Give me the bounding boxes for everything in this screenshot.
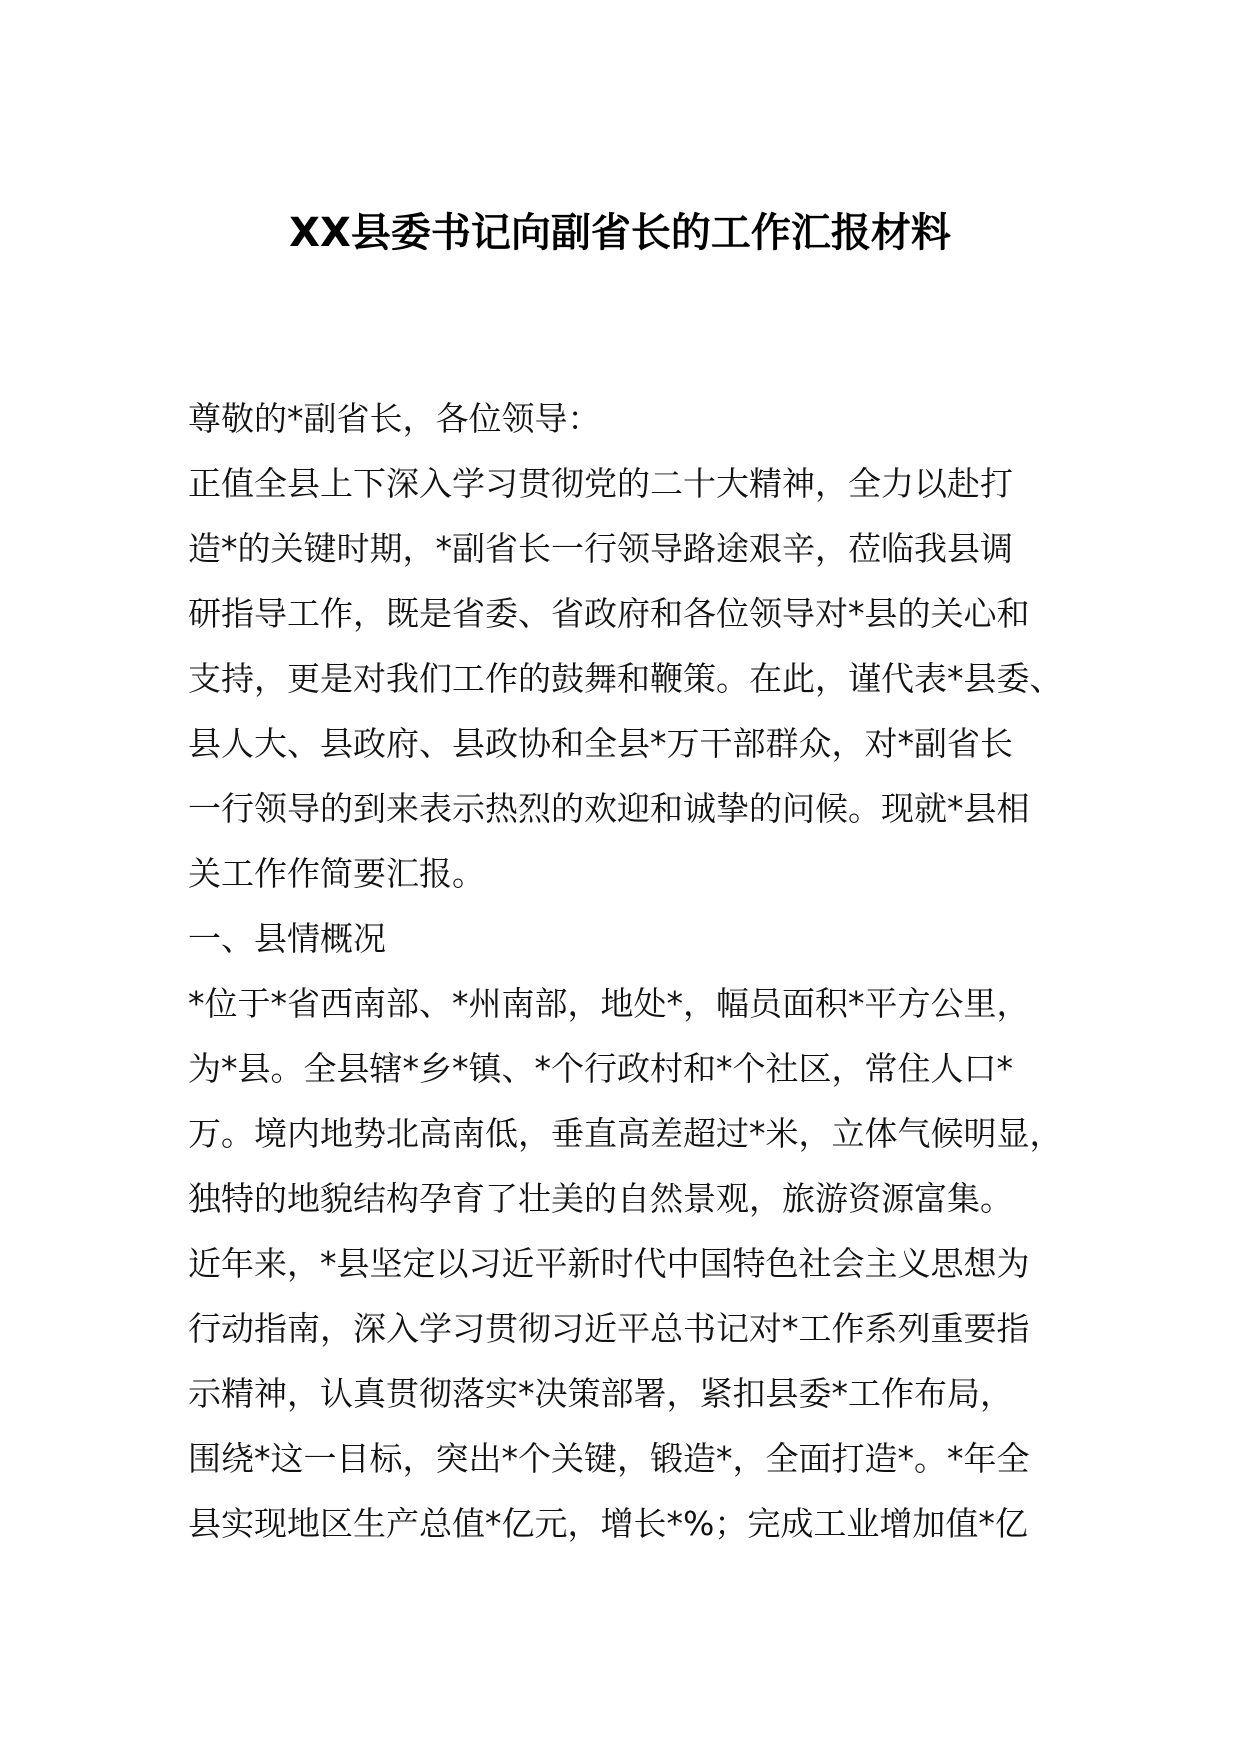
paragraph-line: 独特的地貌结构孕育了壮美的自然景观，旅游资源富集。 (188, 1179, 1013, 1218)
paragraph-line: 造*的关键时期，*副省长一行领导路途艰辛，莅临我县调 (188, 529, 1013, 568)
section-heading: 一、县情概况 (188, 919, 386, 958)
paragraph-line: *位于*省西南部、*州南部，地处*，幅员面积*平方公里， (188, 984, 1030, 1023)
paragraph-line: 万。境内地势北高南低，垂直高差超过*米，立体气候明显， (188, 1114, 1063, 1153)
paragraph-line: 正值全县上下深入学习贯彻党的二十大精神，全力以赴打 (188, 464, 1013, 503)
paragraph-line: 为*县。全县辖*乡*镇、*个行政村和*个社区，常住人口* (188, 1049, 1013, 1088)
document-body (188, 386, 1088, 1556)
document-title: XX县委书记向副省长的工作汇报材料 (289, 210, 951, 256)
paragraph-line: 县实现地区生产总值*亿元，增长*%；完成工业增加值*亿 (188, 1504, 1028, 1543)
paragraph-line: 关工作作简要汇报。 (188, 854, 485, 893)
paragraph-line: 行动指南，深入学习贯彻习近平总书记对*工作系列重要指 (188, 1309, 1030, 1348)
paragraph-line: 一行领导的到来表示热烈的欢迎和诚挚的问候。现就*县相 (188, 789, 1030, 828)
paragraph-line: 研指导工作，既是省委、省政府和各位领导对*县的关心和 (188, 594, 1030, 633)
salutation-line: 尊敬的*副省长，各位领导： (188, 399, 601, 438)
paragraph-line: 支持，更是对我们工作的鼓舞和鞭策。在此，谨代表*县委、 (188, 659, 1063, 698)
paragraph-line: 示精神，认真贯彻落实*决策部署，紧扣县委*工作布局， (188, 1374, 1013, 1413)
paragraph-line: 县人大、县政府、县政协和全县*万干部群众，对*副省长 (188, 724, 1013, 763)
paragraph-line: 近年来，*县坚定以习近平新时代中国特色社会主义思想为 (188, 1244, 1030, 1283)
paragraph-line: 围绕*这一目标，突出*个关键，锻造*，全面打造*。*年全 (188, 1439, 1030, 1478)
